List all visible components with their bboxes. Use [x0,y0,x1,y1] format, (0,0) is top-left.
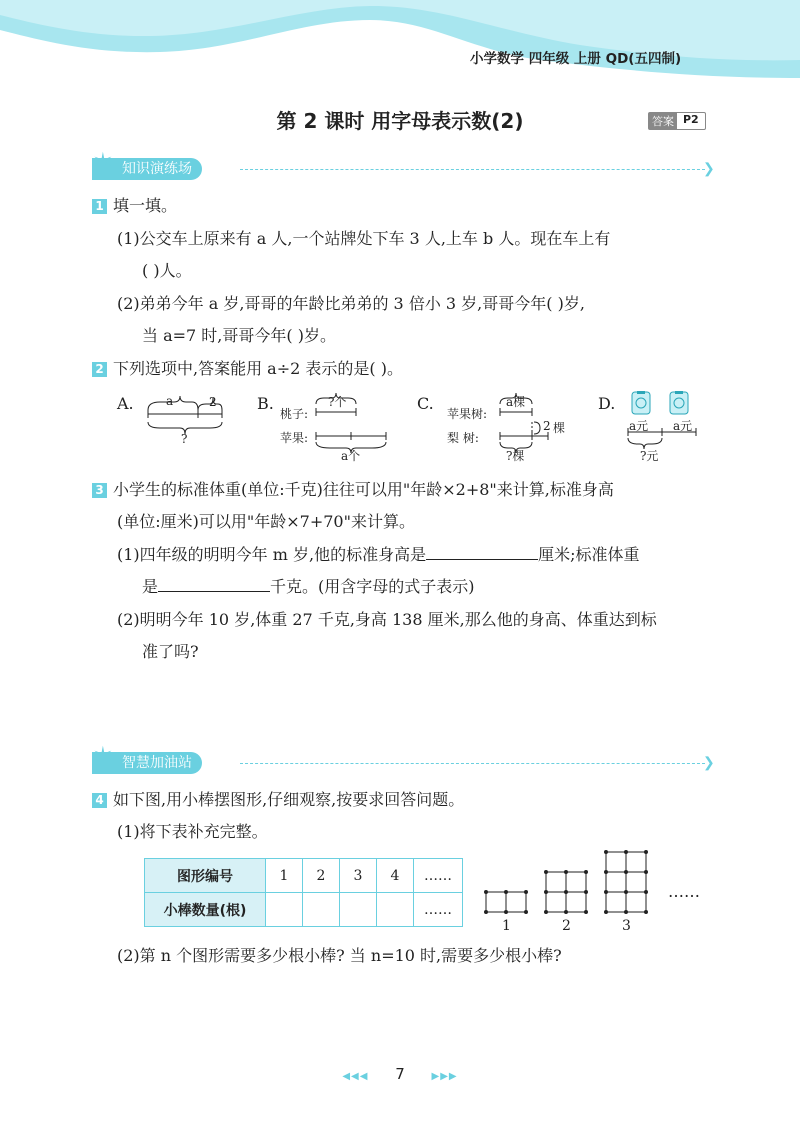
q4-part1: (1)将下表补充完整。 [117,822,268,841]
option-c-a: a棵 [506,395,526,409]
answer-cell[interactable] [303,893,340,927]
section-header-practice [92,148,202,182]
option-d-q: ?元 [640,449,659,463]
option-d-label: D. [598,394,616,413]
q1-part2-line2: 当 a=7 时,哥哥今年( )岁。 [142,326,336,345]
q4-part2: (2)第 n 个图形需要多少根小棒? 当 n=10 时,需要多少根小棒? [117,946,562,965]
answer-cell[interactable] [377,893,414,927]
piggy-bank-icon [632,391,650,414]
section-divider [240,169,705,170]
table-header: 小棒数量(根) [145,893,266,927]
question-1 [92,194,177,218]
table-cell: 2 [303,859,340,893]
question-stem: 下列选项中,答案能用 a÷2 表示的是( )。 [113,359,403,378]
answer-cell[interactable] [266,893,303,927]
q1-part1-line1: (1)公交车上原来有 a 人,一个站牌处下车 3 人,上车 b 人。现在车上有 [117,229,611,248]
page-footer [0,1065,800,1083]
next-arrows-icon: ▶▶▶ [431,1071,458,1082]
option-b-q: ?个 [328,395,347,409]
prev-arrows-icon: ◀◀◀ [342,1071,369,1082]
question-number: 2 [92,362,107,377]
q3-line1: 小学生的标准体重(单位:千克)往往可以用"年龄×2+8"来计算,标准身高 [113,480,614,499]
option-c-two: 2 [543,419,551,433]
table-header: 图形编号 [145,859,266,893]
section-title: 知识演练场 [122,161,192,177]
arrow-right-icon: ❯ [703,161,715,177]
question-number: 4 [92,793,107,808]
stick-count-table [144,858,463,927]
option-b-a: a个 [341,449,361,463]
q3-part2-line2: 准了吗? [142,642,199,661]
answer-cell[interactable] [340,893,377,927]
book-info: 小学数学 四年级 上册 QD(五四制) [470,51,682,67]
stick-figures [480,848,660,918]
option-c-q: ?棵 [506,449,525,463]
stick-figure-1 [485,891,528,914]
star-icon: ✶ [92,148,114,178]
q3-part2-line1: (2)明明今年 10 岁,体重 27 千克,身高 138 厘米,那么他的身高、体重达到标 [117,610,657,629]
question-stem: 填一填。 [113,196,178,215]
q3-p1-text: 千克。(用含字母的式子表示) [270,577,475,596]
table-row [145,893,463,927]
option-a-a: a [166,394,174,408]
stick-figure-2 [545,871,588,914]
option-a-q: ? [181,432,188,446]
table-cell: 3 [340,859,377,893]
q3-part1-line2 [142,575,475,599]
piggy-bank-icon [670,391,688,414]
option-a-label: A. [117,394,134,413]
figure-label-2: 2 [562,918,571,934]
option-b-apple: 苹果: [280,431,309,445]
figure-ellipsis: …… [668,882,700,901]
section-divider [240,763,705,764]
q3-line2: (单位:厘米)可以用"年龄×7+70"来计算。 [117,512,415,531]
question-3 [92,478,614,502]
star-icon: ✶ [92,742,114,772]
table-cell: 4 [377,859,414,893]
page-title: 第 2 课时 用字母表示数(2) [276,109,524,133]
option-d-a1: a元 [629,419,649,433]
question-2 [92,357,403,381]
section-header-challenge [92,742,202,776]
question-stem: 如下图,用小棒摆图形,仔细观察,按要求回答问题。 [113,790,465,809]
answer-tag[interactable] [648,112,706,130]
table-cell: …… [414,859,463,893]
section-title: 智慧加油站 [122,755,192,771]
option-c-pear: 梨 树: [447,431,479,445]
q3-p1-text: 是 [142,577,159,596]
option-a-two: 2 [209,395,217,409]
option-c-apple: 苹果树: [447,407,488,421]
table-cell: 1 [266,859,303,893]
stick-figure-3 [605,851,648,914]
answer-label: 答案 [649,113,677,129]
table-row [145,859,463,893]
table-cell: …… [414,893,463,927]
option-c-label: C. [417,394,434,413]
option-c-ke: 棵 [553,421,566,435]
q3-part1-line1 [117,543,640,567]
question-number: 3 [92,483,107,498]
option-b-label: B. [257,394,274,413]
page-number: 7 [395,1065,405,1083]
answer-blank[interactable] [426,543,538,560]
q3-p1-text: (1)四年级的明明今年 m 岁,他的标准身高是 [117,545,427,564]
option-b-peach: 桃子: [280,407,309,421]
figure-label-3: 3 [622,918,631,934]
option-d-a2: a元 [673,419,693,433]
q1-part1-line2: ( )人。 [142,261,192,280]
question-number: 1 [92,199,107,214]
q3-p1-text: 厘米;标准体重 [538,545,640,564]
figure-label-1: 1 [502,918,511,934]
arrow-right-icon: ❯ [703,755,715,771]
answer-blank[interactable] [158,575,270,592]
q1-part2-line1: (2)弟弟今年 a 岁,哥哥的年龄比弟弟的 3 倍小 3 岁,哥哥今年( )岁, [117,294,585,313]
question-4 [92,788,464,812]
answer-page: P2 [683,113,699,126]
